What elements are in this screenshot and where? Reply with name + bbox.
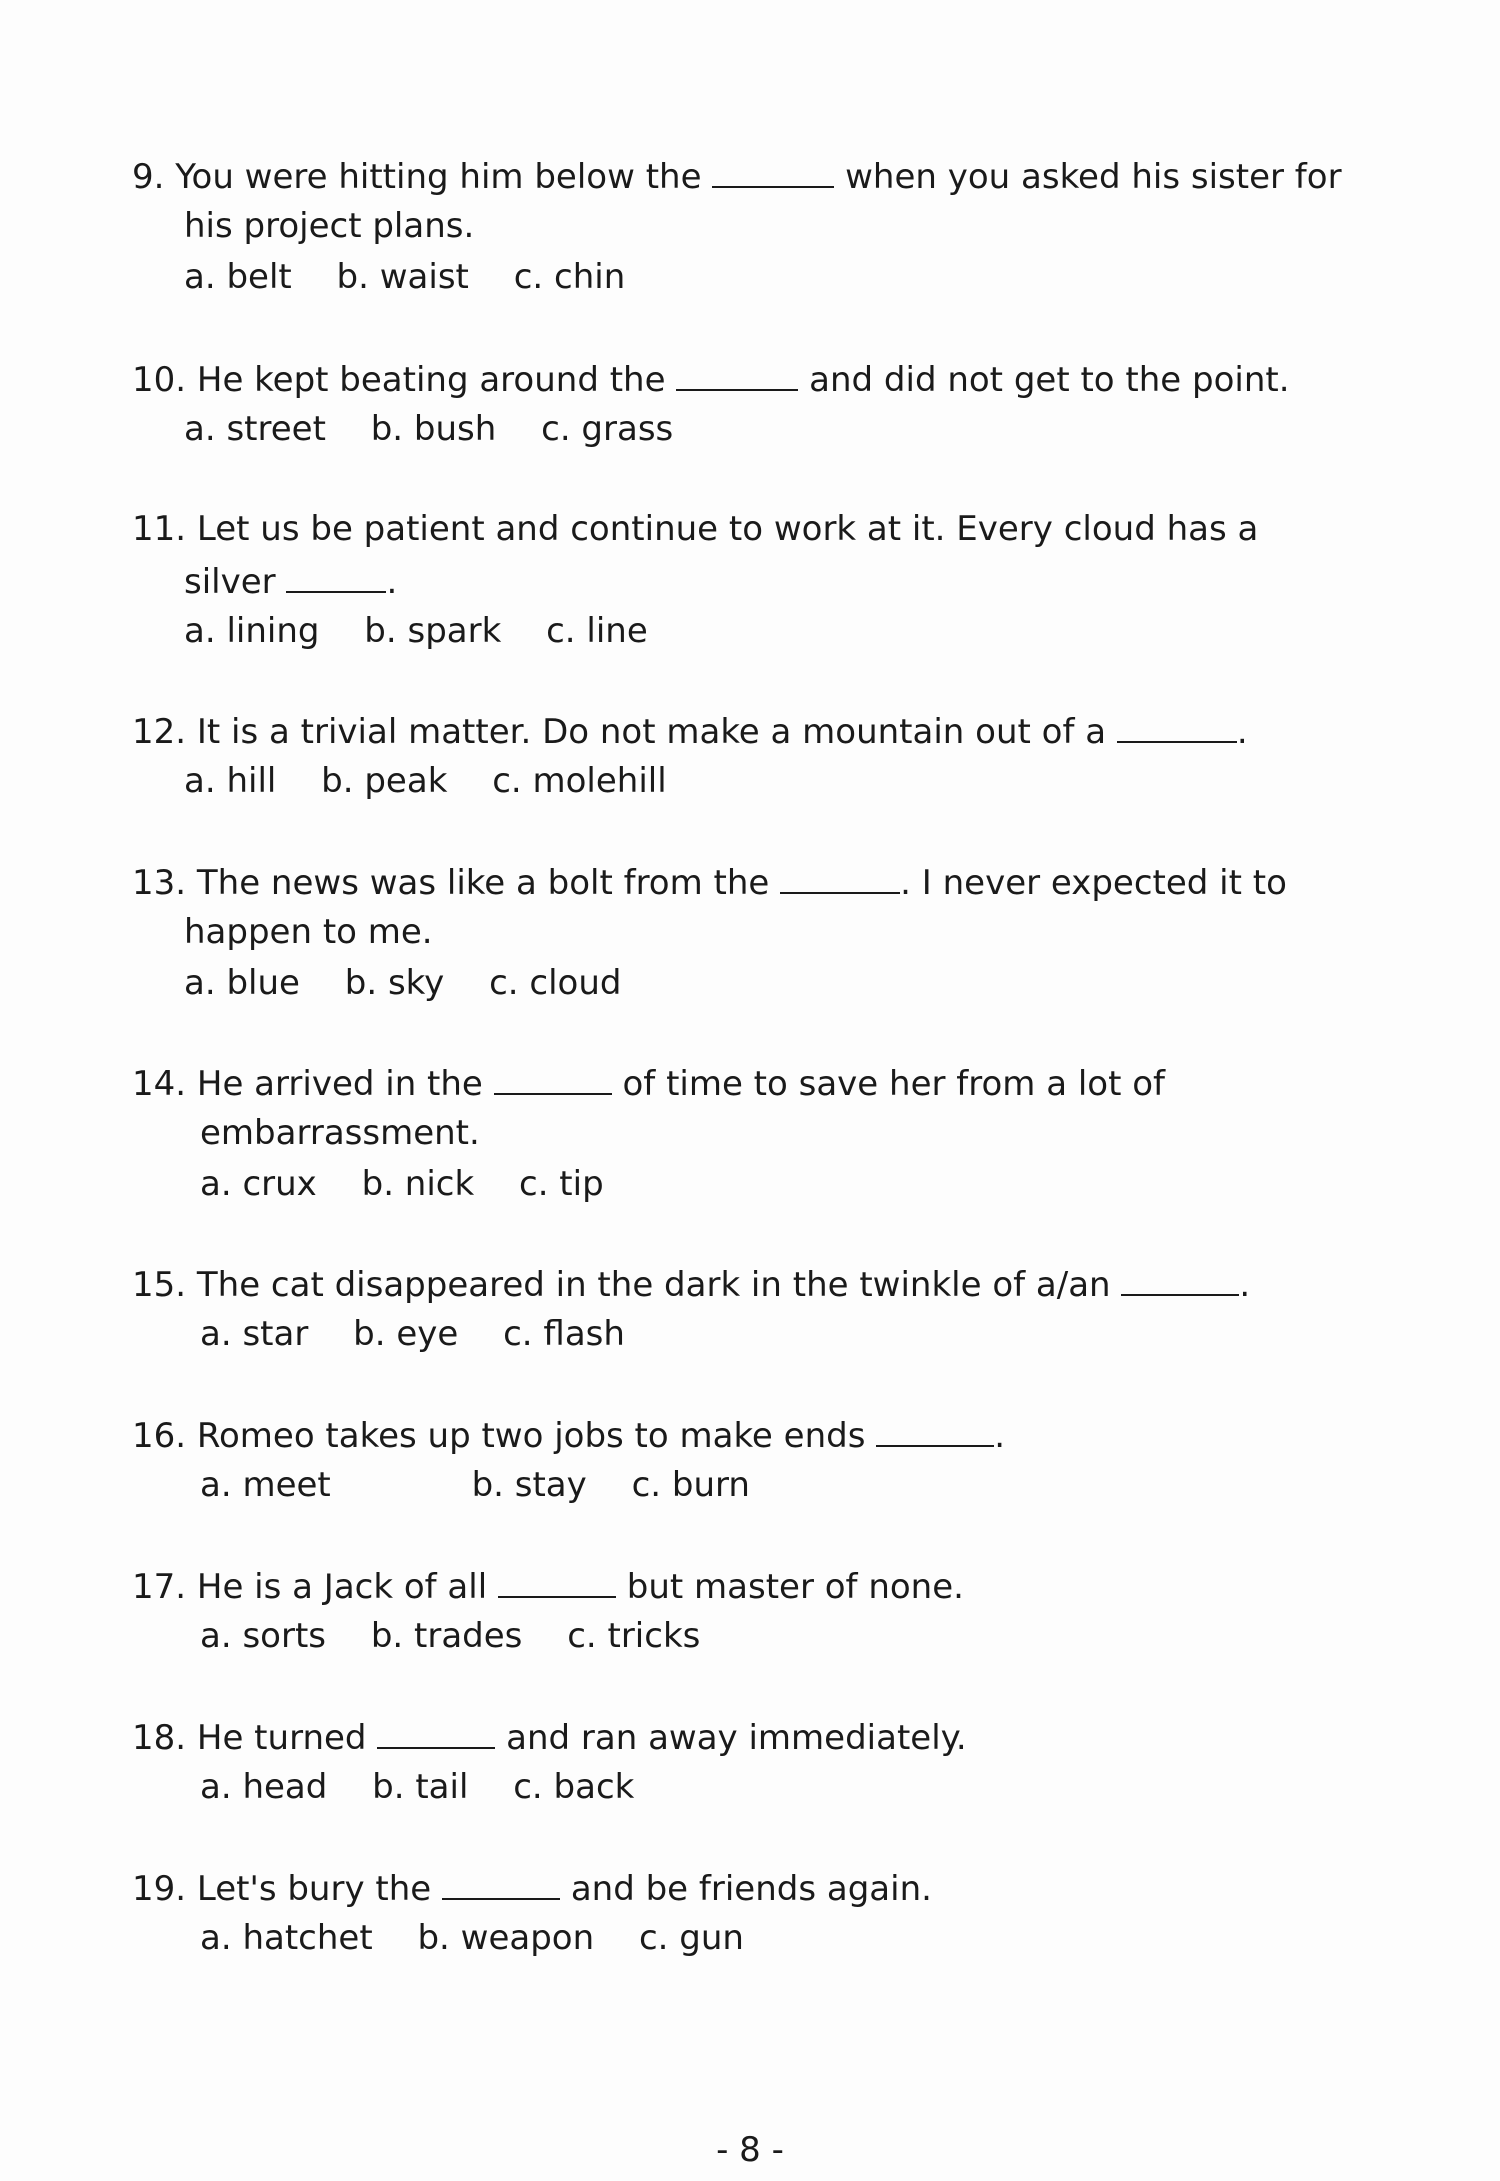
- answer-blank: [676, 353, 798, 391]
- answer-blank: [712, 150, 834, 188]
- option-c: c. chin: [513, 257, 626, 297]
- answer-options: [132, 252, 1382, 303]
- question-continuation: his project plans.: [184, 206, 475, 246]
- question-11: [132, 504, 1382, 657]
- option-a: a. blue: [184, 963, 300, 1003]
- question-text-before: The news was like a bolt from the: [196, 863, 770, 903]
- answer-options: [132, 1460, 1382, 1511]
- option-a: a. hatchet: [200, 1918, 373, 1958]
- question-number: 14.: [132, 1064, 187, 1104]
- answer-options: [132, 958, 1382, 1009]
- option-c: c. cloud: [489, 963, 622, 1003]
- question-text-before: He kept beating around the: [196, 360, 666, 400]
- option-b: b. stay: [471, 1465, 587, 1505]
- option-a: a. hill: [184, 761, 277, 801]
- answer-blank: [1121, 1258, 1239, 1296]
- option-b: b. nick: [361, 1164, 475, 1204]
- option-b: b. spark: [364, 611, 502, 651]
- option-c: c. burn: [631, 1465, 750, 1505]
- question-stem: [132, 504, 1382, 555]
- question-19: [132, 1862, 1382, 1964]
- answer-blank: [780, 856, 900, 894]
- option-c: c. flash: [503, 1314, 625, 1354]
- answer-blank: [494, 1057, 612, 1095]
- question-number: 13.: [132, 863, 187, 903]
- question-text-after: when you asked his sister for: [845, 157, 1342, 197]
- question-9: [132, 150, 1382, 303]
- answer-blank: [498, 1560, 616, 1598]
- question-stem: [132, 1057, 1382, 1108]
- option-b: b. eye: [353, 1314, 459, 1354]
- option-b: b. peak: [321, 761, 448, 801]
- option-b: b. bush: [370, 409, 497, 449]
- option-a: a. sorts: [200, 1616, 326, 1656]
- option-b: b. tail: [372, 1767, 469, 1807]
- option-c: c. grass: [541, 409, 674, 449]
- question-number: 12.: [132, 712, 187, 752]
- answer-blank: [876, 1409, 994, 1447]
- question-text-before: He turned: [196, 1718, 367, 1758]
- answer-options: [132, 606, 1382, 657]
- answer-blank: [286, 555, 386, 593]
- question-text-before: The cat disappeared in the dark in the twinkle of a/an: [196, 1265, 1111, 1305]
- question-text-before: You were hitting him below the: [175, 157, 702, 197]
- option-b: b. weapon: [417, 1918, 595, 1958]
- question-stem: [132, 1862, 1382, 1913]
- option-c: c. back: [513, 1767, 635, 1807]
- question-text-after: and ran away immediately.: [506, 1718, 967, 1758]
- question-number: 9.: [132, 157, 165, 197]
- option-c: c. gun: [638, 1918, 744, 1958]
- answer-options: [132, 756, 1382, 807]
- question-number: 16.: [132, 1416, 187, 1456]
- question-text-after: and did not get to the point.: [809, 360, 1290, 400]
- question-13: [132, 856, 1382, 1009]
- answer-options: [132, 1159, 1382, 1210]
- option-a: a. belt: [184, 257, 292, 297]
- option-c: c. molehill: [492, 761, 667, 801]
- question-continuation: embarrassment.: [200, 1113, 480, 1153]
- question-text-before: It is a trivial matter. Do not make a mountain out of a: [196, 712, 1107, 752]
- answer-options: [132, 1762, 1382, 1813]
- question-text-after: but master of none.: [626, 1567, 964, 1607]
- question-text-after: .: [994, 1416, 1006, 1456]
- question-continuation: happen to me.: [184, 912, 433, 952]
- question-stem: [132, 856, 1382, 907]
- question-number: 10.: [132, 360, 187, 400]
- question-text-before: He arrived in the: [196, 1064, 483, 1104]
- question-text-after: . I never expected it to: [900, 863, 1287, 903]
- answer-options: [132, 404, 1382, 455]
- question-stem: [132, 353, 1382, 404]
- question-number: 11.: [132, 509, 187, 549]
- question-text-after: .: [386, 562, 398, 602]
- answer-blank: [442, 1862, 560, 1900]
- option-b: b. sky: [344, 963, 445, 1003]
- option-b: b. waist: [336, 257, 469, 297]
- question-12: [132, 705, 1382, 807]
- question-stem: [132, 1258, 1382, 1309]
- page-number: - 8 -: [716, 2130, 784, 2170]
- option-a: a. head: [200, 1767, 328, 1807]
- option-a: a. meet: [200, 1465, 331, 1505]
- question-text-before: Let's bury the: [196, 1869, 432, 1909]
- option-c: c. line: [546, 611, 648, 651]
- question-text-after: of time to save her from a lot of: [622, 1064, 1166, 1104]
- question-16: [132, 1409, 1382, 1511]
- question-stem: [132, 1409, 1382, 1460]
- question-text-after: .: [1236, 712, 1248, 752]
- question-18: [132, 1711, 1382, 1813]
- answer-blank: [377, 1711, 495, 1749]
- option-c: c. tricks: [567, 1616, 701, 1656]
- answer-options: [132, 1611, 1382, 1662]
- question-number: 19.: [132, 1869, 187, 1909]
- question-17: [132, 1560, 1382, 1662]
- answer-options: [132, 1309, 1382, 1360]
- question-number: 18.: [132, 1718, 187, 1758]
- question-text-after: .: [1239, 1265, 1251, 1305]
- question-text-before: He is a Jack of all: [196, 1567, 488, 1607]
- question-14: [132, 1057, 1382, 1210]
- question-number: 15.: [132, 1265, 187, 1305]
- question-text-after: and be friends again.: [570, 1869, 932, 1909]
- option-b: b. trades: [370, 1616, 523, 1656]
- option-a: a. lining: [184, 611, 320, 651]
- question-stem: [132, 1711, 1382, 1762]
- option-a: a. street: [184, 409, 326, 449]
- option-a: a. crux: [200, 1164, 317, 1204]
- question-10: [132, 353, 1382, 455]
- option-a: a. star: [200, 1314, 309, 1354]
- question-text-before: Let us be patient and continue to work at it. Every cloud has a: [196, 509, 1259, 549]
- answer-blank: [1117, 705, 1237, 743]
- question-stem: [132, 1560, 1382, 1611]
- answer-options: [132, 1913, 1382, 1964]
- question-number: 17.: [132, 1567, 187, 1607]
- question-15: [132, 1258, 1382, 1360]
- question-stem: [132, 150, 1382, 201]
- question-text-before: silver: [184, 562, 276, 602]
- question-stem: [132, 705, 1382, 756]
- question-continuation: [132, 555, 1382, 606]
- option-c: c. tip: [519, 1164, 604, 1204]
- question-text-before: Romeo takes up two jobs to make ends: [196, 1416, 866, 1456]
